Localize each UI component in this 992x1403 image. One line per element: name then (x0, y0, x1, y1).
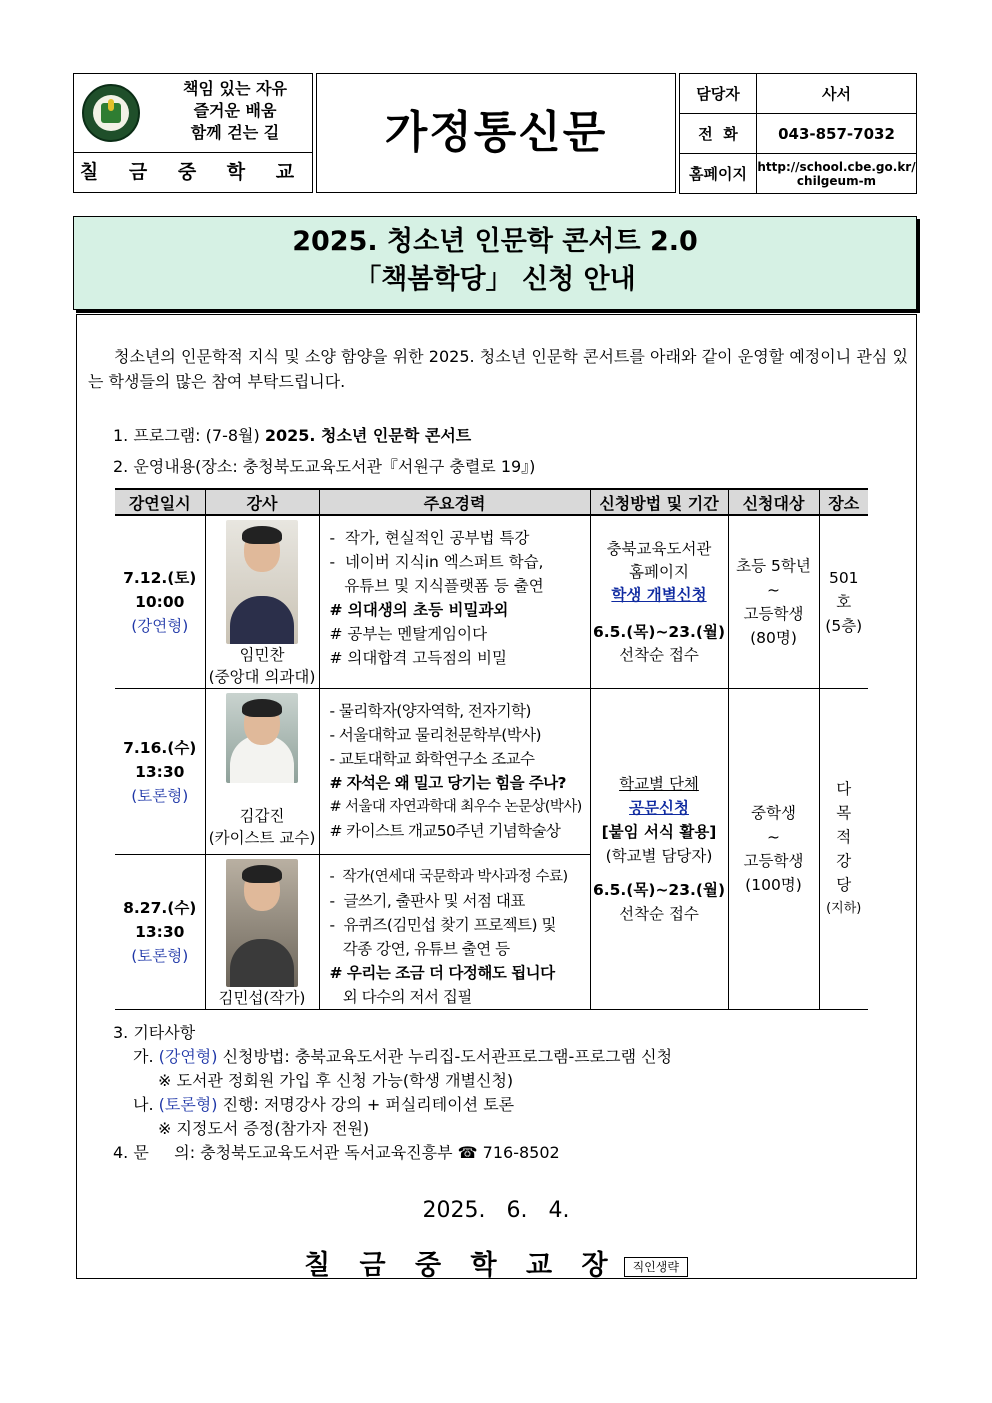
lecture-datetime (115, 689, 205, 855)
lecture-date: 8.27.(수) (123, 899, 197, 917)
place-line: 501 (828, 569, 859, 587)
others-item-ga: 가. (강연형) 신청방법: 충북교육도서관 누리집-도서관프로그램-프로그램 신청 (133, 1047, 673, 1066)
lecture-type: (강연형) (131, 617, 189, 635)
career-cell (319, 515, 590, 689)
career-line: 각종 강연, 유튜브 출연 등 (329, 940, 510, 958)
motto-box (73, 73, 313, 153)
career-cell (319, 855, 590, 1010)
place-line: 강 (836, 852, 852, 870)
col-header: 신청대상 (728, 489, 819, 515)
career-line: - 작가(연세대 국문학과 박사과정 수료) (329, 869, 568, 885)
lecturer-name: 김민섭(작가) (218, 989, 306, 1007)
target-line: 초등 5학년 (736, 557, 811, 575)
school-name: 칠 금 중 학 교 (73, 152, 313, 193)
lecturer-photo (226, 859, 298, 987)
inquiry-line: 4. 문 의: 충청북도교육도서관 독서교육진흥부 ☎ 716-8502 (113, 1143, 560, 1162)
career-line: # 서울대 자연과학대 최우수 논문상(박사) (329, 799, 582, 815)
table-row (115, 515, 868, 689)
principal-title: 칠 금 중 학 교 장 (304, 1250, 618, 1281)
lecture-date: 7.16.(수) (123, 738, 197, 757)
method-line: 충북교육도서관 (606, 539, 712, 558)
page-title: 가정통신문 (316, 73, 676, 193)
method-line: 선착순 접수 (619, 905, 699, 923)
program-prefix: 1. 프로그램: (7-8월) (113, 426, 265, 445)
place-cell (819, 515, 868, 689)
motto-line: 책임 있는 자유 (183, 79, 287, 98)
method-line: 학교별 단체 (619, 775, 699, 793)
lecturer-name: 김갑진 (239, 807, 285, 825)
contact-label: 홈페이지 (680, 154, 757, 194)
career-line: - 물리학자(양자역학, 전자기학) (329, 702, 531, 720)
motto-line: 즐거운 배움 (193, 101, 277, 120)
lecture-datetime (115, 515, 205, 689)
others-note: ※ 도서관 정회원 가입 후 신청 가능(학생 개별신청) (158, 1071, 514, 1090)
place-line: (5층) (825, 617, 863, 635)
career-line: # 우리는 조금 더 다정해도 됩니다 (329, 964, 555, 982)
target-line: ~ (767, 828, 780, 846)
place-cell (819, 689, 868, 1010)
target-line: ~ (767, 581, 780, 599)
target-cell (728, 515, 819, 689)
target-cell (728, 689, 819, 1010)
contact-label: 전 화 (680, 114, 757, 154)
motto-line: 함께 걷는 길 (190, 123, 280, 142)
title-banner (73, 216, 917, 310)
target-line: (100명) (745, 876, 802, 894)
career-line: - 유퀴즈(김민섭 찾기 프로젝트) 및 (329, 916, 556, 934)
col-header: 주요경력 (319, 489, 590, 515)
banner-line: 「책봄학당」 신청 안내 (354, 264, 636, 295)
place-line: 호 (836, 593, 852, 611)
others-item-na: 나. (토론형) 진행: 저명강사 강의 + 퍼실리테이션 토론 (133, 1095, 515, 1114)
banner-line: 2025. 청소년 인문학 콘서트 2.0 (292, 226, 698, 257)
homepage-link[interactable]: http://school.cbe.go.kr/ chilgeum-m (757, 154, 917, 194)
program-title: 2025. 청소년 인문학 콘서트 (264, 426, 472, 445)
col-header: 강사 (205, 489, 319, 515)
career-line: 외 다수의 저서 집필 (329, 988, 472, 1006)
lecturer-cell (205, 689, 319, 855)
career-line: # 공부는 멘탈게임이다 (329, 625, 488, 643)
career-line: - 작가, 현실적인 공부법 특강 (329, 529, 530, 547)
target-line: 중학생 (751, 804, 796, 822)
career-line: # 의대합격 고득점의 비밀 (329, 649, 507, 667)
lecturer-name: 임민찬 (239, 646, 285, 664)
lecture-type: (토론형) (131, 786, 189, 805)
type-tag: (토론형) (158, 1095, 218, 1114)
method-cell (590, 689, 728, 1010)
career-line: - 교토대학교 화학연구소 조교수 (329, 750, 535, 768)
method-line: 학생 개별신청 (611, 585, 707, 604)
lecturer-photo (226, 520, 298, 644)
intro-paragraph: 청소년의 인문학적 지식 및 소양 함양을 위한 2025. 청소년 인문학 콘서트를 아래와 같이 운영할 예정이니 관심 있는 학생들의 많은 참여 부탁드립니다. (88, 347, 908, 391)
col-header: 장소 (819, 489, 868, 515)
place-line: (지하) (826, 901, 862, 916)
issue-date: 2025. 6. 4. (422, 1198, 570, 1223)
target-line: 고등학생 (743, 605, 804, 623)
school-motto (160, 78, 310, 144)
others-heading: 3. 기타사항 (113, 1023, 196, 1042)
career-line: - 네이버 지식in 엑스퍼트 학습, (329, 553, 544, 571)
target-line: (80명) (750, 629, 797, 647)
contact-label: 담당자 (680, 74, 757, 114)
career-cell (319, 689, 590, 855)
lecturer-org: (중앙대 의과대) (208, 668, 316, 686)
lecturer-org: (카이스트 교수) (208, 829, 316, 847)
contact-value: 사서 (757, 74, 917, 114)
method-period: 6.5.(목)~23.(월) (592, 881, 726, 899)
program-table (115, 488, 868, 1010)
career-line: - 서울대학교 물리천문학부(박사) (329, 726, 541, 744)
method-line: 홈페이지 (629, 562, 689, 581)
lecture-time: 13:30 (135, 762, 185, 781)
target-line: 고등학생 (743, 852, 804, 870)
program-item (113, 424, 471, 448)
lecture-type: (토론형) (131, 947, 189, 965)
place-line: 다 (836, 780, 852, 798)
school-logo (82, 84, 140, 142)
method-line: (학교별 담당자) (605, 847, 713, 865)
seal-omitted-badge: 직인생략 (624, 1257, 688, 1277)
career-line: # 카이스트 개교50주년 기념학술상 (329, 822, 561, 840)
lecturer-photo (226, 693, 298, 783)
lecturer-cell (205, 515, 319, 689)
lecture-datetime (115, 855, 205, 1010)
method-cell (590, 515, 728, 689)
type-tag: (강연형) (158, 1047, 218, 1066)
method-period: 6.5.(목)~23.(월) (592, 622, 726, 641)
method-line: [붙임 서식 활용] (601, 823, 717, 841)
place-line: 목 (836, 804, 852, 822)
table-row (115, 689, 868, 855)
place-line: 적 (836, 828, 852, 846)
col-header: 신청방법 및 기간 (590, 489, 728, 515)
lecture-date: 7.12.(토) (123, 569, 197, 587)
others-note: ※ 지정도서 증정(참가자 전원) (158, 1119, 370, 1138)
career-line: # 의대생의 초등 비밀과외 (329, 601, 509, 619)
lecture-time: 10:00 (135, 593, 185, 611)
career-line: 유튜브 및 지식플랫폼 등 출연 (329, 577, 544, 595)
method-line: 공문신청 (629, 799, 689, 817)
lecturer-cell (205, 855, 319, 1010)
method-line: 선착순 접수 (619, 645, 699, 664)
contact-value: 043-857-7032 (757, 114, 917, 154)
contact-table (679, 73, 917, 193)
career-line: # 자석은 왜 밀고 당기는 힘을 주나? (329, 774, 566, 792)
col-header: 강연일시 (115, 489, 205, 515)
career-line: - 글쓰기, 출판사 및 서점 대표 (329, 892, 525, 910)
principal-signature (0, 1243, 992, 1282)
lecture-time: 13:30 (135, 923, 185, 941)
place-line: 당 (836, 876, 852, 894)
operation-item: 2. 운영내용(장소: 충청북도교육도서관『서원구 충렬로 19』) (113, 457, 536, 476)
